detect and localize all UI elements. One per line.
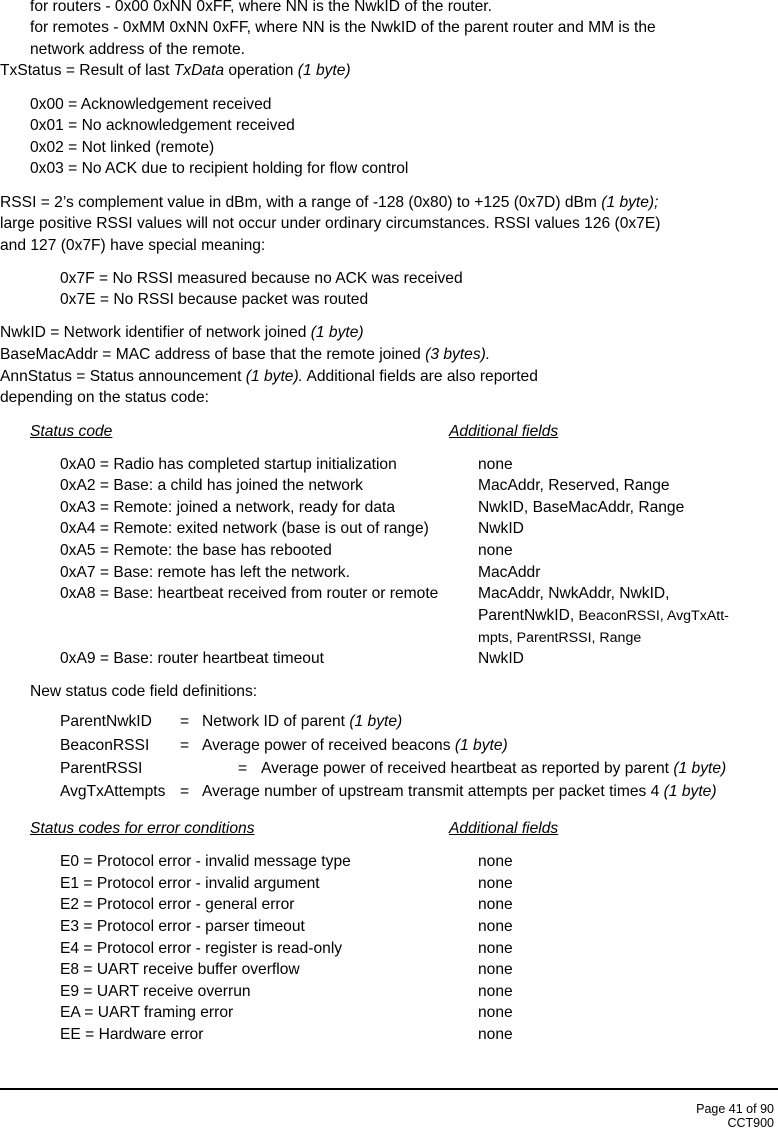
status-code-row: 0xA7 = Base: remote has left the network. — [60, 564, 350, 581]
error-code-row: E8 = UART receive buffer overflow — [60, 961, 300, 978]
status-code-row: 0xA0 = Radio has completed startup initialization — [60, 456, 397, 473]
new-fields-heading: New status code field definitions: — [30, 683, 258, 700]
txstatus-value: 0x01 = No acknowledgement received — [30, 117, 295, 134]
status-fields: none — [478, 542, 513, 559]
error-code-row: E3 = Protocol error - parser timeout — [60, 918, 305, 935]
status-fields: MacAddr — [478, 564, 541, 581]
status-fields: NwkID — [478, 650, 524, 667]
status-fields-continued: mpts, ParentRSSI, Range — [478, 630, 642, 646]
error-fields: none — [478, 940, 513, 957]
status-code-row: 0xA3 = Remote: joined a network, ready for data — [60, 499, 396, 516]
error-code-row: E1 = Protocol error - invalid argument — [60, 875, 320, 892]
error-fields: none — [478, 1026, 513, 1043]
error-code-row: E0 = Protocol error - invalid message type — [60, 853, 351, 870]
error-code-row: E9 = UART receive overrun — [60, 983, 251, 1000]
status-code-row: 0xA9 = Base: router heartbeat timeout — [60, 650, 324, 667]
intro-line: for routers - 0x00 0xNN 0xFF, where NN is the NwkID of the router. — [30, 0, 492, 15]
error-fields: none — [478, 918, 513, 935]
error-fields-header: Additional fields — [449, 820, 559, 837]
txstatus-value: 0x03 = No ACK due to recipient holding for flow control — [30, 160, 409, 177]
status-fields-continued: ParentNwkID, BeaconRSSI, AvgTxAtt- — [478, 607, 729, 624]
document-id: CCT900 — [727, 1116, 774, 1130]
rssi-definition-line: large positive RSSI values will not occur under ordinary circumstances. RSSI values 126 (0x7E) — [0, 215, 661, 232]
field-definition-name: AvgTxAttempts — [60, 783, 166, 800]
field-definition-name: ParentNwkID — [60, 713, 152, 730]
field-definition-equals: = — [180, 737, 190, 754]
additional-fields-header: Additional fields — [449, 423, 559, 440]
field-definition-name: BeaconRSSI — [60, 737, 150, 754]
error-code-row: EE = Hardware error — [60, 1026, 204, 1043]
error-code-row: EA = UART framing error — [60, 1004, 234, 1021]
intro-line: for remotes - 0xMM 0xNN 0xFF, where NN is the NwkID of the parent router and MM is the — [30, 19, 656, 36]
status-fields: NwkID, BaseMacAddr, Range — [478, 499, 685, 516]
txstatus-value: 0x00 = Acknowledgement received — [30, 96, 272, 113]
status-code-header: Status code — [30, 423, 113, 440]
status-code-row: 0xA2 = Base: a child has joined the network — [60, 477, 363, 494]
annstatus-definition: AnnStatus = Status announcement (1 byte). Additional fields are also reported — [0, 368, 538, 385]
error-codes-header: Status codes for error conditions — [30, 820, 255, 837]
status-code-row: 0xA4 = Remote: exited network (base is out of range) — [60, 520, 429, 537]
error-fields: none — [478, 875, 513, 892]
status-fields: MacAddr, Reserved, Range — [478, 477, 670, 494]
status-code-row: 0xA5 = Remote: the base has rebooted — [60, 542, 332, 559]
error-fields: none — [478, 896, 513, 913]
rssi-special-value: 0x7F = No RSSI measured because no ACK was received — [60, 270, 463, 287]
page-number: Page 41 of 90 — [696, 1102, 774, 1116]
field-definition-desc: Average power of received beacons (1 byte) — [202, 737, 508, 754]
rssi-definition: RSSI = 2’s complement value in dBm, with a range of -128 (0x80) to +125 (0x7D) dBm (1 byte); — [0, 194, 659, 211]
field-definition-equals: = — [180, 713, 190, 730]
txstatus-value: 0x02 = Not linked (remote) — [30, 139, 215, 156]
nwkid-definition: NwkID = Network identifier of network joined (1 byte) — [0, 324, 364, 341]
error-code-row: E2 = Protocol error - general error — [60, 896, 295, 913]
field-definition-desc: Average number of upstream transmit attempts per packet times 4 (1 byte) — [202, 783, 717, 800]
field-definition-equals: = — [180, 783, 190, 800]
status-fields: none — [478, 456, 513, 473]
rssi-definition-line: and 127 (0x7F) have special meaning: — [0, 237, 266, 254]
txstatus-definition: TxStatus = Result of last TxData operation (1 byte) — [0, 62, 351, 79]
footer-divider — [0, 1088, 778, 1090]
status-fields: MacAddr, NwkAddr, NwkID, — [478, 585, 670, 602]
field-definition-name: ParentRSSI — [60, 760, 143, 777]
rssi-special-value: 0x7E = No RSSI because packet was routed — [60, 291, 369, 308]
annstatus-definition-line: depending on the status code: — [0, 389, 209, 406]
field-definition-desc: Network ID of parent (1 byte) — [202, 713, 403, 730]
error-fields: none — [478, 983, 513, 1000]
error-fields: none — [478, 961, 513, 978]
error-fields: none — [478, 1004, 513, 1021]
field-definition-equals: = — [238, 760, 248, 777]
error-code-row: E4 = Protocol error - register is read-only — [60, 940, 343, 957]
status-fields: NwkID — [478, 520, 524, 537]
field-definition-desc: Average power of received heartbeat as reported by parent (1 byte) — [261, 760, 727, 777]
error-fields: none — [478, 853, 513, 870]
status-code-row: 0xA8 = Base: heartbeat received from router or remote — [60, 585, 439, 602]
intro-line: network address of the remote. — [30, 41, 245, 58]
basemacaddr-definition: BaseMacAddr = MAC address of base that the remote joined (3 bytes). — [0, 346, 491, 363]
